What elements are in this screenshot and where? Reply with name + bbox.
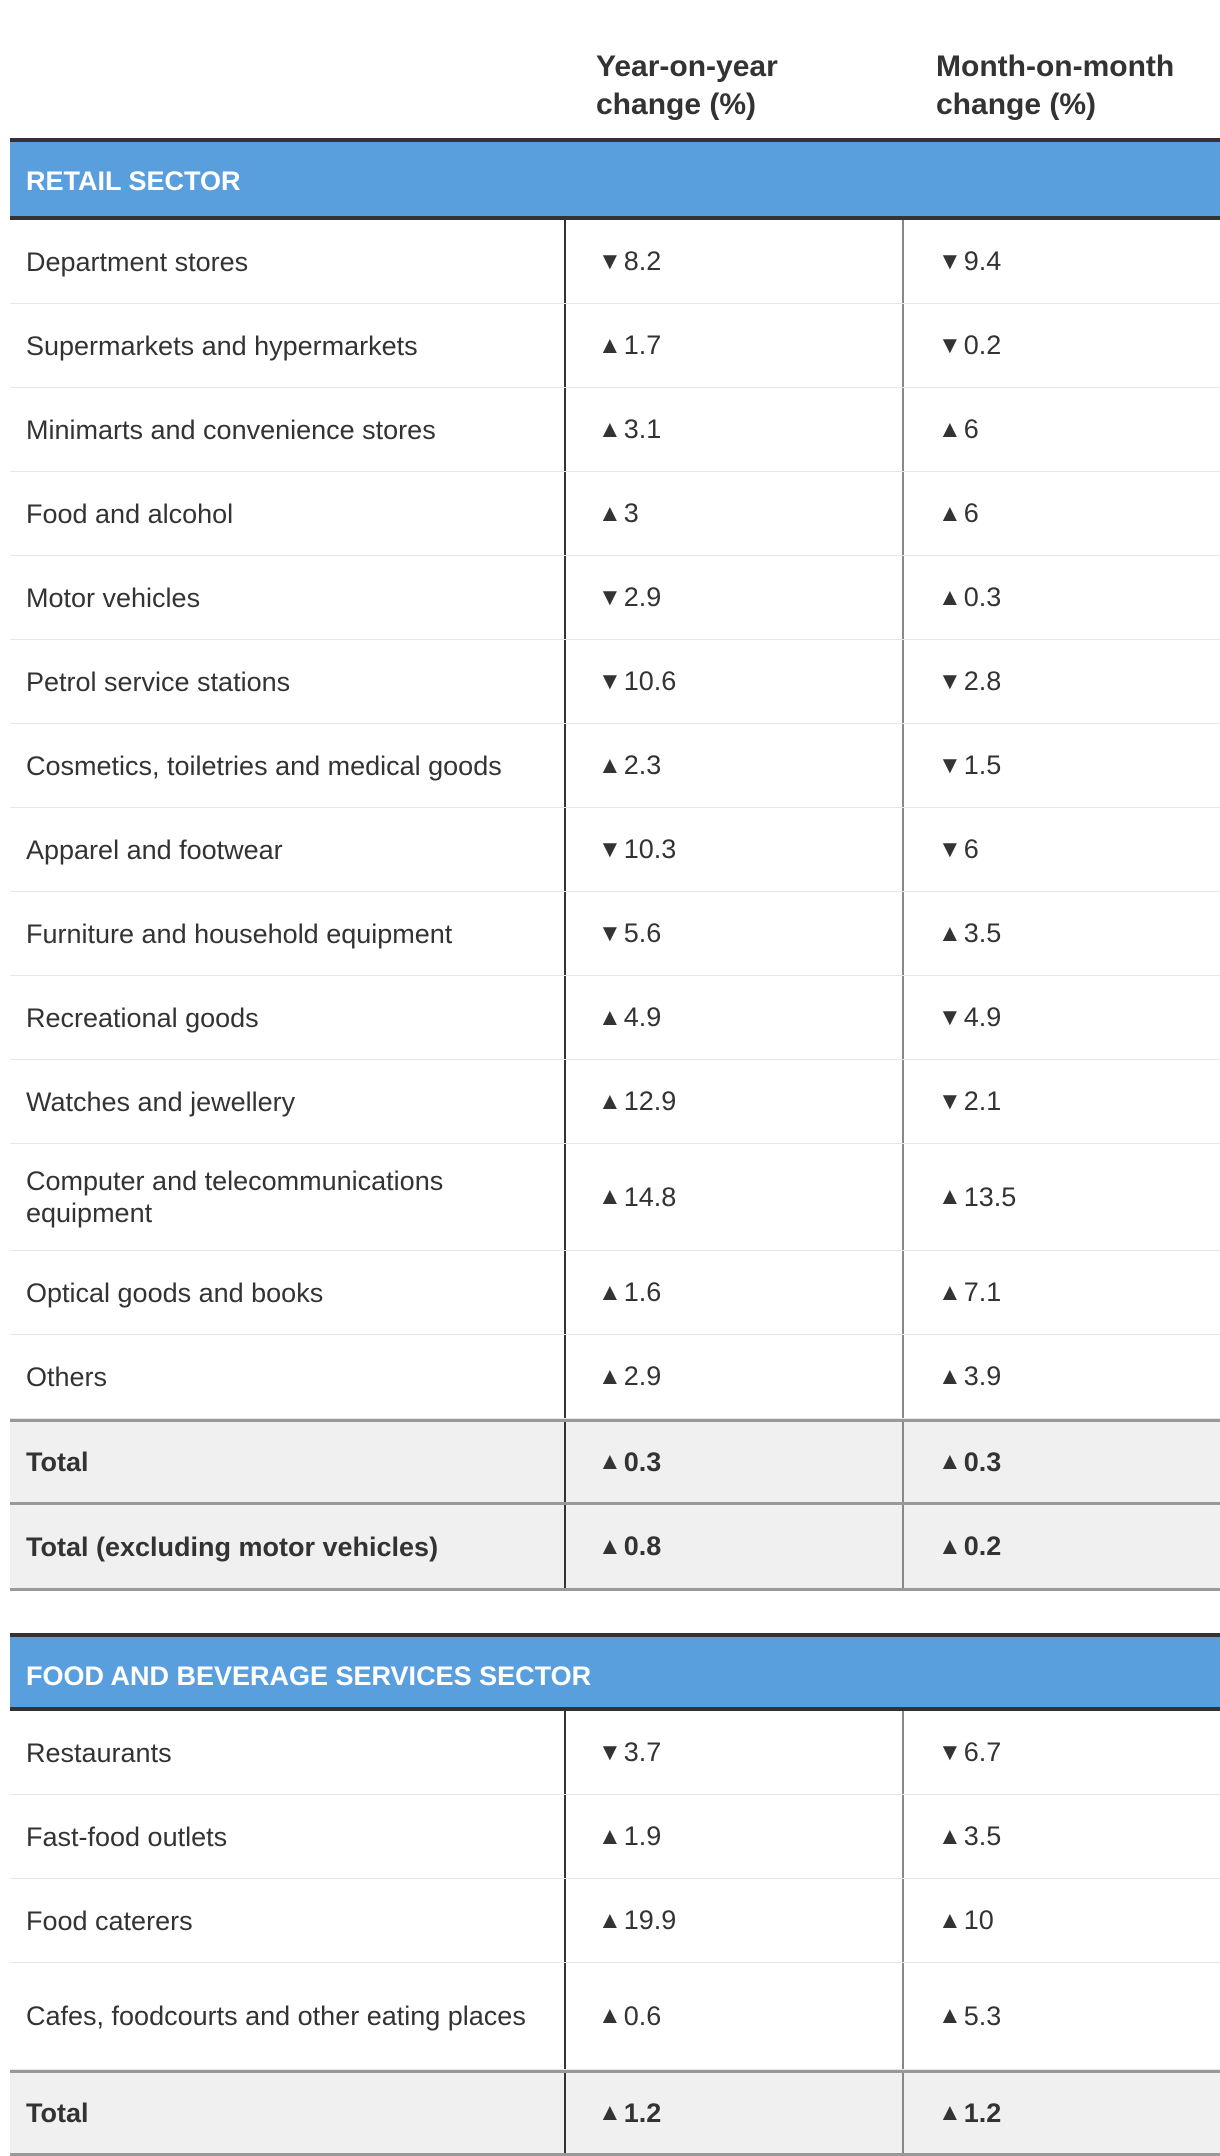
yoy-cell-value: 2.9: [623, 582, 662, 612]
mom-cell-value: 6: [963, 414, 979, 444]
triangle-up-icon: ▲: [598, 1906, 622, 1934]
yoy-cell: [566, 1335, 904, 1418]
table-row: [10, 556, 1220, 640]
triangle-up-icon: ▲: [938, 1183, 962, 1210]
row-label: Restaurants: [10, 1711, 566, 1794]
table-row: [10, 892, 1220, 976]
triangle-up-icon: ▲: [598, 1087, 622, 1115]
yoy-cell: [566, 1711, 904, 1794]
mom-cell: [904, 1711, 1220, 1794]
triangle-up-icon: ▲: [598, 415, 622, 443]
triangle-up-icon: ▲: [598, 1448, 622, 1475]
triangle-up-icon: ▲: [598, 751, 622, 779]
triangle-down-icon: ▼: [598, 835, 622, 863]
yoy-cell-value: 0.3: [623, 1446, 662, 1477]
yoy-cell: [566, 388, 904, 471]
table-row: [10, 472, 1220, 556]
row-label: Total (excluding motor vehicles): [10, 1505, 566, 1588]
mom-cell-value: 0.2: [963, 330, 1002, 360]
row-label: Apparel and footwear: [10, 808, 566, 891]
mom-cell: [904, 1505, 1220, 1588]
triangle-up-icon: ▲: [598, 1278, 622, 1306]
yoy-cell-value: 14.8: [623, 1181, 677, 1212]
yoy-cell: [566, 556, 904, 639]
table-row: [10, 1711, 1220, 1795]
row-label: Cosmetics, toiletries and medical goods: [10, 724, 566, 807]
mom-cell: [904, 220, 1220, 303]
triangle-up-icon: ▲: [938, 1822, 962, 1850]
triangle-down-icon: ▼: [938, 1003, 962, 1031]
mom-cell-value: 3.5: [963, 1821, 1002, 1851]
yoy-cell-value: 3.1: [623, 414, 662, 444]
row-label: Food caterers: [10, 1879, 566, 1962]
triangle-up-icon: ▲: [938, 1448, 962, 1475]
triangle-up-icon: ▲: [598, 2099, 622, 2126]
yoy-cell: [566, 1422, 904, 1502]
triangle-up-icon: ▲: [598, 331, 622, 359]
yoy-cell-value: 1.2: [623, 2097, 662, 2128]
mom-cell-value: 2.8: [963, 666, 1002, 696]
row-label: Furniture and household equipment: [10, 892, 566, 975]
yoy-cell-value: 3: [623, 498, 639, 528]
mom-cell-value: 3.9: [963, 1361, 1002, 1391]
triangle-up-icon: ▲: [598, 1532, 622, 1560]
total-row: [10, 1419, 1220, 1505]
mom-cell: [904, 2073, 1220, 2153]
food-beverage-rows: [10, 1711, 1220, 2070]
mom-cell-value: 4.9: [963, 1002, 1002, 1032]
retail-rows: [10, 220, 1220, 1419]
table-row: [10, 976, 1220, 1060]
mom-cell-value: 3.5: [963, 918, 1002, 948]
yoy-cell: [566, 892, 904, 975]
yoy-cell-value: 3.7: [623, 1737, 662, 1767]
triangle-up-icon: ▲: [598, 499, 622, 527]
header-mom: [904, 0, 1220, 138]
triangle-up-icon: ▲: [938, 919, 962, 947]
yoy-cell-value: 12.9: [623, 1086, 677, 1116]
total-row: [10, 1505, 1220, 1591]
yoy-cell: [566, 1060, 904, 1143]
mom-cell-value: 6.7: [963, 1737, 1002, 1767]
table-row: [10, 1144, 1220, 1251]
row-label: Food and alcohol: [10, 472, 566, 555]
row-label: Others: [10, 1335, 566, 1418]
yoy-cell-value: 1.9: [623, 1821, 662, 1851]
row-label: Minimarts and convenience stores: [10, 388, 566, 471]
header-yoy-line2: change (%): [596, 88, 757, 121]
triangle-up-icon: ▲: [938, 1362, 962, 1390]
mom-cell-value: 0.3: [963, 582, 1002, 612]
row-label: Optical goods and books: [10, 1251, 566, 1334]
yoy-cell: [566, 1963, 904, 2069]
triangle-down-icon: ▼: [938, 1087, 962, 1115]
table-header: [10, 0, 1220, 142]
mom-cell: [904, 640, 1220, 723]
retail-totals: [10, 1419, 1220, 1591]
mom-cell-value: 0.3: [963, 1446, 1002, 1477]
mom-cell: [904, 1795, 1220, 1878]
triangle-up-icon: ▲: [938, 1278, 962, 1306]
mom-cell-value: 1.2: [963, 2097, 1002, 2128]
triangle-up-icon: ▲: [938, 1532, 962, 1560]
yoy-cell: [566, 220, 904, 303]
triangle-down-icon: ▼: [598, 1738, 622, 1766]
mom-cell-value: 2.1: [963, 1086, 1002, 1116]
table-row: [10, 1795, 1220, 1879]
yoy-cell-value: 4.9: [623, 1002, 662, 1032]
yoy-cell-value: 2.9: [623, 1361, 662, 1391]
row-label: Supermarkets and hypermarkets: [10, 304, 566, 387]
triangle-up-icon: ▲: [938, 1906, 962, 1934]
mom-cell: [904, 1251, 1220, 1334]
yoy-cell: [566, 1144, 904, 1250]
triangle-up-icon: ▲: [598, 1183, 622, 1210]
triangle-up-icon: ▲: [938, 499, 962, 527]
mom-cell: [904, 1879, 1220, 1962]
mom-cell: [904, 1963, 1220, 2069]
triangle-down-icon: ▼: [938, 751, 962, 779]
yoy-cell-value: 10.3: [623, 834, 677, 864]
table-row: [10, 1963, 1220, 2070]
section-food-beverage: FOOD AND BEVERAGE SERVICES SECTOR: [10, 1633, 1220, 1711]
yoy-cell: [566, 304, 904, 387]
table-row: [10, 220, 1220, 304]
triangle-up-icon: ▲: [598, 1822, 622, 1850]
mom-cell: [904, 892, 1220, 975]
row-label: Recreational goods: [10, 976, 566, 1059]
yoy-cell-value: 1.7: [623, 330, 662, 360]
table-row: [10, 1060, 1220, 1144]
yoy-cell: [566, 1505, 904, 1588]
mom-cell-value: 6: [963, 834, 979, 864]
table-row: [10, 1251, 1220, 1335]
triangle-down-icon: ▼: [938, 247, 962, 275]
table-row: [10, 1879, 1220, 1963]
yoy-cell-value: 10.6: [623, 666, 677, 696]
triangle-down-icon: ▼: [598, 583, 622, 611]
row-label: Total: [10, 2073, 566, 2153]
yoy-cell: [566, 808, 904, 891]
row-label: Computer and telecommunications equipment: [10, 1144, 566, 1250]
yoy-cell-value: 0.8: [623, 1531, 662, 1561]
yoy-cell: [566, 1795, 904, 1878]
triangle-down-icon: ▼: [598, 667, 622, 695]
triangle-up-icon: ▲: [938, 2002, 962, 2029]
triangle-down-icon: ▼: [938, 331, 962, 359]
row-label: Motor vehicles: [10, 556, 566, 639]
table-row: [10, 388, 1220, 472]
header-yoy-line1: Year-on-year: [596, 50, 778, 83]
triangle-up-icon: ▲: [938, 415, 962, 443]
yoy-cell-value: 0.6: [623, 2000, 662, 2031]
row-label: Fast-food outlets: [10, 1795, 566, 1878]
header-mom-line1: Month-on-month: [936, 50, 1175, 83]
section-retail: RETAIL SECTOR: [10, 142, 1220, 220]
yoy-cell: [566, 1879, 904, 1962]
yoy-cell: [566, 1251, 904, 1334]
triangle-down-icon: ▼: [598, 247, 622, 275]
mom-cell-value: 6: [963, 498, 979, 528]
row-label: Department stores: [10, 220, 566, 303]
mom-cell-value: 0.2: [963, 1531, 1002, 1561]
yoy-cell-value: 8.2: [623, 246, 662, 276]
mom-cell: [904, 1144, 1220, 1250]
yoy-cell-value: 1.6: [623, 1277, 662, 1307]
mom-cell-value: 9.4: [963, 246, 1002, 276]
header-yoy: [566, 0, 904, 138]
mom-cell-value: 10: [963, 1905, 994, 1935]
table-row: [10, 724, 1220, 808]
mom-cell: [904, 1335, 1220, 1418]
mom-cell: [904, 1422, 1220, 1502]
triangle-down-icon: ▼: [938, 835, 962, 863]
triangle-down-icon: ▼: [938, 1738, 962, 1766]
food-beverage-totals: [10, 2070, 1220, 2156]
mom-cell-value: 1.5: [963, 750, 1002, 780]
triangle-up-icon: ▲: [938, 583, 962, 611]
yoy-cell-value: 19.9: [623, 1905, 677, 1935]
table-row: [10, 1335, 1220, 1419]
mom-cell: [904, 976, 1220, 1059]
triangle-up-icon: ▲: [598, 1003, 622, 1031]
yoy-cell: [566, 472, 904, 555]
triangle-up-icon: ▲: [938, 2099, 962, 2126]
total-row: [10, 2070, 1220, 2156]
triangle-up-icon: ▲: [598, 1362, 622, 1390]
mom-cell: [904, 808, 1220, 891]
mom-cell: [904, 472, 1220, 555]
mom-cell: [904, 724, 1220, 807]
yoy-cell: [566, 724, 904, 807]
header-mom-line2: change (%): [936, 88, 1097, 121]
header-category: [10, 0, 566, 138]
yoy-cell-value: 2.3: [623, 750, 662, 780]
mom-cell-value: 5.3: [963, 2000, 1002, 2031]
triangle-down-icon: ▼: [598, 919, 622, 947]
yoy-cell: [566, 976, 904, 1059]
yoy-cell: [566, 640, 904, 723]
row-label: Cafes, foodcourts and other eating places: [10, 1963, 566, 2069]
mom-cell: [904, 304, 1220, 387]
sales-change-table: [10, 0, 1220, 2156]
mom-cell-value: 13.5: [963, 1181, 1017, 1212]
mom-cell: [904, 388, 1220, 471]
table-row: [10, 640, 1220, 724]
row-label: Watches and jewellery: [10, 1060, 566, 1143]
triangle-down-icon: ▼: [938, 667, 962, 695]
mom-cell: [904, 1060, 1220, 1143]
triangle-up-icon: ▲: [598, 2002, 622, 2029]
table-row: [10, 304, 1220, 388]
row-label: Petrol service stations: [10, 640, 566, 723]
row-label: Total: [10, 1422, 566, 1502]
mom-cell-value: 7.1: [963, 1277, 1002, 1307]
table-row: [10, 808, 1220, 892]
yoy-cell-value: 5.6: [623, 918, 662, 948]
yoy-cell: [566, 2073, 904, 2153]
mom-cell: [904, 556, 1220, 639]
